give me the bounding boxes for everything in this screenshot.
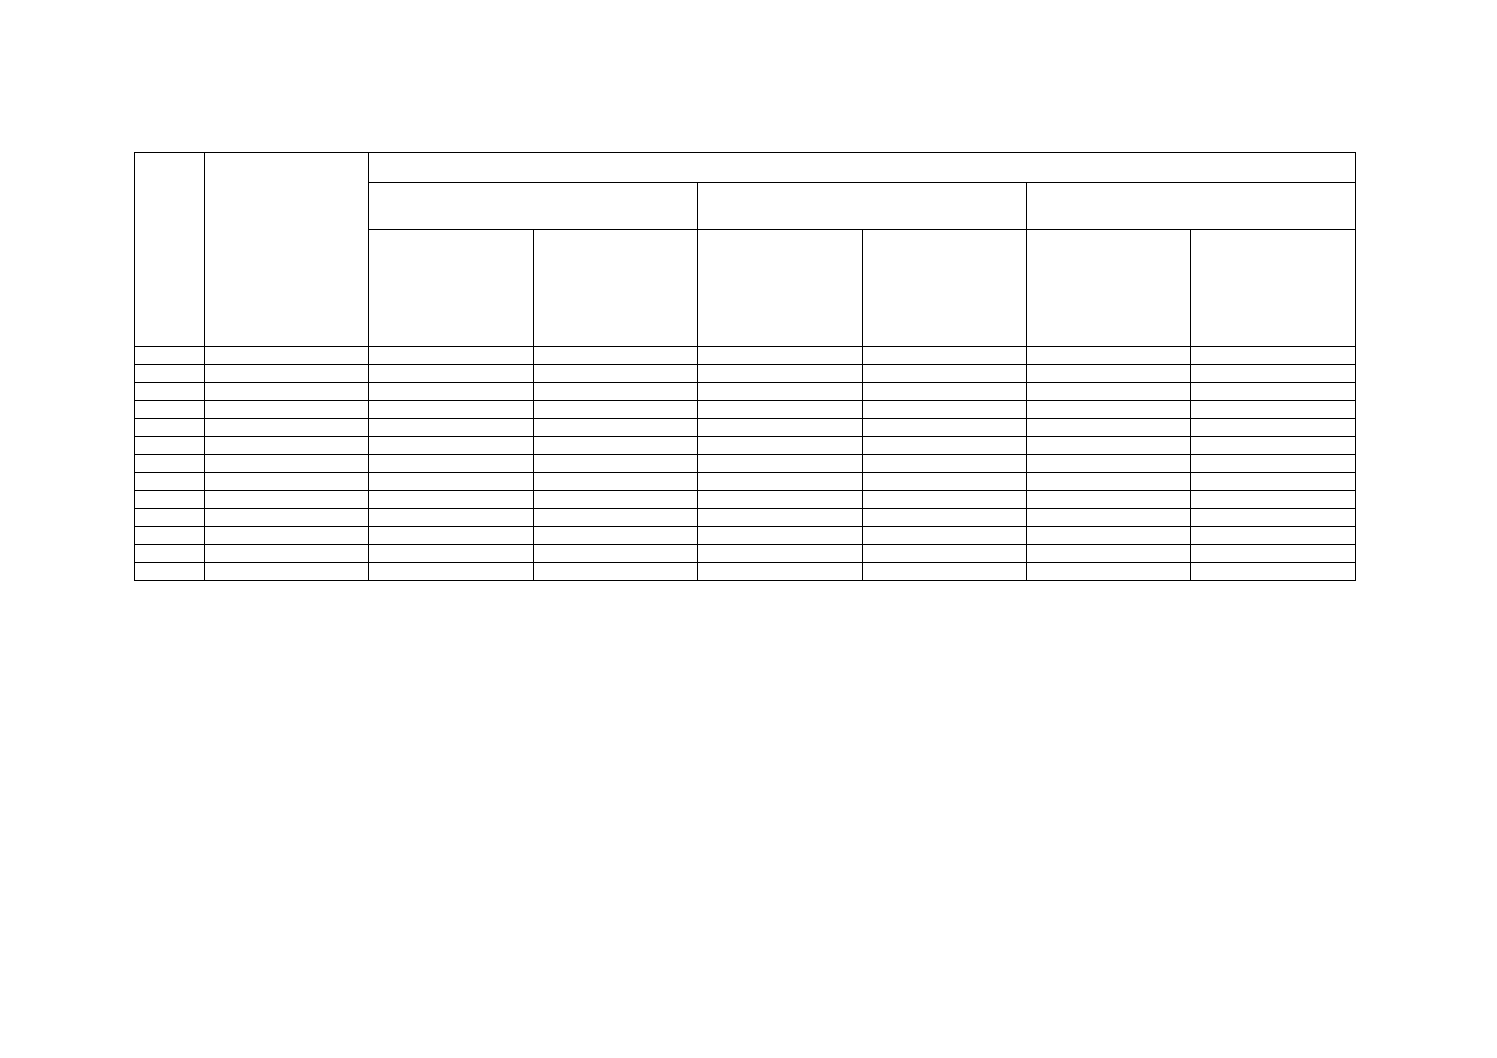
technicians-persons-cell — [698, 473, 863, 491]
technicians-pct-cell — [863, 347, 1027, 365]
total-persons-cell — [205, 401, 369, 419]
support-persons-cell — [1027, 545, 1191, 563]
technicians-persons-cell — [698, 401, 863, 419]
researchers-pct-cell — [534, 491, 698, 509]
support-pct-cell — [1191, 347, 1356, 365]
technicians-pct-cell — [863, 509, 1027, 527]
researchers-persons-cell — [369, 419, 534, 437]
note-uk-4 — [136, 706, 139, 720]
technicians-pct-cell — [863, 545, 1027, 563]
technicians-header — [698, 183, 1027, 230]
support-pct-header — [1191, 230, 1356, 347]
technicians-persons-cell — [698, 347, 863, 365]
table-row — [135, 401, 1356, 419]
note-uk-3 — [136, 667, 142, 681]
technicians-pct-cell — [863, 563, 1027, 581]
support-persons-cell — [1027, 491, 1191, 509]
year-cell — [135, 347, 205, 365]
total-persons-cell — [205, 491, 369, 509]
support-persons-cell — [1027, 509, 1191, 527]
support-pct-cell — [1191, 473, 1356, 491]
researchers-persons-cell — [369, 473, 534, 491]
support-pct-cell — [1191, 545, 1356, 563]
support-persons-cell — [1027, 419, 1191, 437]
year-cell — [135, 491, 205, 509]
technicians-persons-cell — [698, 491, 863, 509]
technicians-pct-cell — [863, 419, 1027, 437]
researchers-header — [369, 183, 698, 230]
support-pct-cell — [1191, 455, 1356, 473]
support-pct-cell — [1191, 437, 1356, 455]
technicians-pct-cell — [863, 491, 1027, 509]
table-row — [135, 509, 1356, 527]
researchers-persons-cell — [369, 383, 534, 401]
researchers-pct-cell — [534, 419, 698, 437]
technicians-pct-cell — [863, 401, 1027, 419]
technicians-persons-cell — [698, 455, 863, 473]
table-row — [135, 365, 1356, 383]
total-persons-cell — [205, 383, 369, 401]
including-header — [369, 153, 1356, 183]
total-persons-cell — [205, 545, 369, 563]
technicians-persons-cell — [698, 383, 863, 401]
researchers-persons-cell — [369, 527, 534, 545]
researchers-pct-cell — [534, 365, 698, 383]
table-row — [135, 491, 1356, 509]
researchers-persons-cell — [369, 509, 534, 527]
support-staff-header — [1027, 183, 1356, 230]
support-pct-cell — [1191, 365, 1356, 383]
technicians-pct-header — [863, 230, 1027, 347]
support-pct-cell — [1191, 491, 1356, 509]
year-cell — [135, 527, 205, 545]
table-body — [135, 347, 1356, 581]
year-cell — [135, 383, 205, 401]
total-persons-cell — [205, 527, 369, 545]
year-cell — [135, 365, 205, 383]
technicians-persons-cell — [698, 545, 863, 563]
year-cell — [135, 401, 205, 419]
table-row — [135, 473, 1356, 491]
total-persons-cell — [205, 347, 369, 365]
support-pct-cell — [1191, 419, 1356, 437]
total-persons-cell — [205, 437, 369, 455]
researchers-persons-cell — [369, 347, 534, 365]
technicians-persons-cell — [698, 509, 863, 527]
researchers-pct-cell — [534, 473, 698, 491]
technicians-persons-cell — [698, 437, 863, 455]
support-persons-cell — [1027, 527, 1191, 545]
table-row — [135, 383, 1356, 401]
total-persons-cell — [205, 509, 369, 527]
total-persons-cell — [205, 419, 369, 437]
rd-personnel-table — [134, 152, 1356, 581]
support-persons-cell — [1027, 437, 1191, 455]
year-cell — [135, 437, 205, 455]
technicians-pct-cell — [863, 473, 1027, 491]
total-persons-cell — [205, 365, 369, 383]
researchers-persons-cell — [369, 455, 534, 473]
support-pct-cell — [1191, 527, 1356, 545]
technicians-persons-cell — [698, 563, 863, 581]
researchers-pct-cell — [534, 527, 698, 545]
year-cell — [135, 545, 205, 563]
researchers-pct-header — [534, 230, 698, 347]
support-persons-header — [1027, 230, 1191, 347]
support-persons-cell — [1027, 365, 1191, 383]
table-row — [135, 347, 1356, 365]
note-uk-1 — [136, 628, 139, 642]
table-row — [135, 455, 1356, 473]
table-row — [135, 563, 1356, 581]
technicians-pct-cell — [863, 455, 1027, 473]
researchers-pct-cell — [534, 383, 698, 401]
note-en-1 — [136, 762, 139, 776]
researchers-persons-cell — [369, 491, 534, 509]
note-uk-2 — [136, 646, 139, 660]
researchers-pct-cell — [534, 509, 698, 527]
support-persons-cell — [1027, 383, 1191, 401]
researchers-pct-cell — [534, 563, 698, 581]
note-en-2 — [136, 781, 139, 795]
table-row — [135, 419, 1356, 437]
technicians-persons-cell — [698, 527, 863, 545]
technicians-persons-header — [698, 230, 863, 347]
researchers-persons-header — [369, 230, 534, 347]
support-persons-cell — [1027, 563, 1191, 581]
total-header-cell — [205, 153, 369, 347]
support-persons-cell — [1027, 455, 1191, 473]
note-en-3 — [136, 796, 142, 810]
year-cell — [135, 473, 205, 491]
support-persons-cell — [1027, 347, 1191, 365]
researchers-pct-cell — [534, 347, 698, 365]
table-row — [135, 545, 1356, 563]
support-persons-cell — [1027, 401, 1191, 419]
support-persons-cell — [1027, 473, 1191, 491]
support-pct-cell — [1191, 509, 1356, 527]
table-row — [135, 437, 1356, 455]
total-persons-cell — [205, 473, 369, 491]
researchers-persons-cell — [369, 437, 534, 455]
researchers-pct-cell — [534, 545, 698, 563]
year-cell — [135, 419, 205, 437]
researchers-pct-cell — [534, 437, 698, 455]
note-en-4 — [136, 829, 139, 843]
total-persons-cell — [205, 563, 369, 581]
researchers-persons-cell — [369, 545, 534, 563]
technicians-pct-cell — [863, 383, 1027, 401]
support-pct-cell — [1191, 401, 1356, 419]
technicians-pct-cell — [863, 527, 1027, 545]
support-pct-cell — [1191, 563, 1356, 581]
year-cell — [135, 455, 205, 473]
year-cell — [135, 563, 205, 581]
technicians-persons-cell — [698, 419, 863, 437]
technicians-persons-cell — [698, 365, 863, 383]
support-pct-cell — [1191, 383, 1356, 401]
year-header-cell — [135, 153, 205, 347]
table-row — [135, 527, 1356, 545]
year-cell — [135, 509, 205, 527]
researchers-pct-cell — [534, 455, 698, 473]
researchers-persons-cell — [369, 563, 534, 581]
researchers-pct-cell — [534, 401, 698, 419]
researchers-persons-cell — [369, 401, 534, 419]
technicians-pct-cell — [863, 437, 1027, 455]
technicians-pct-cell — [863, 365, 1027, 383]
researchers-persons-cell — [369, 365, 534, 383]
total-persons-cell — [205, 455, 369, 473]
